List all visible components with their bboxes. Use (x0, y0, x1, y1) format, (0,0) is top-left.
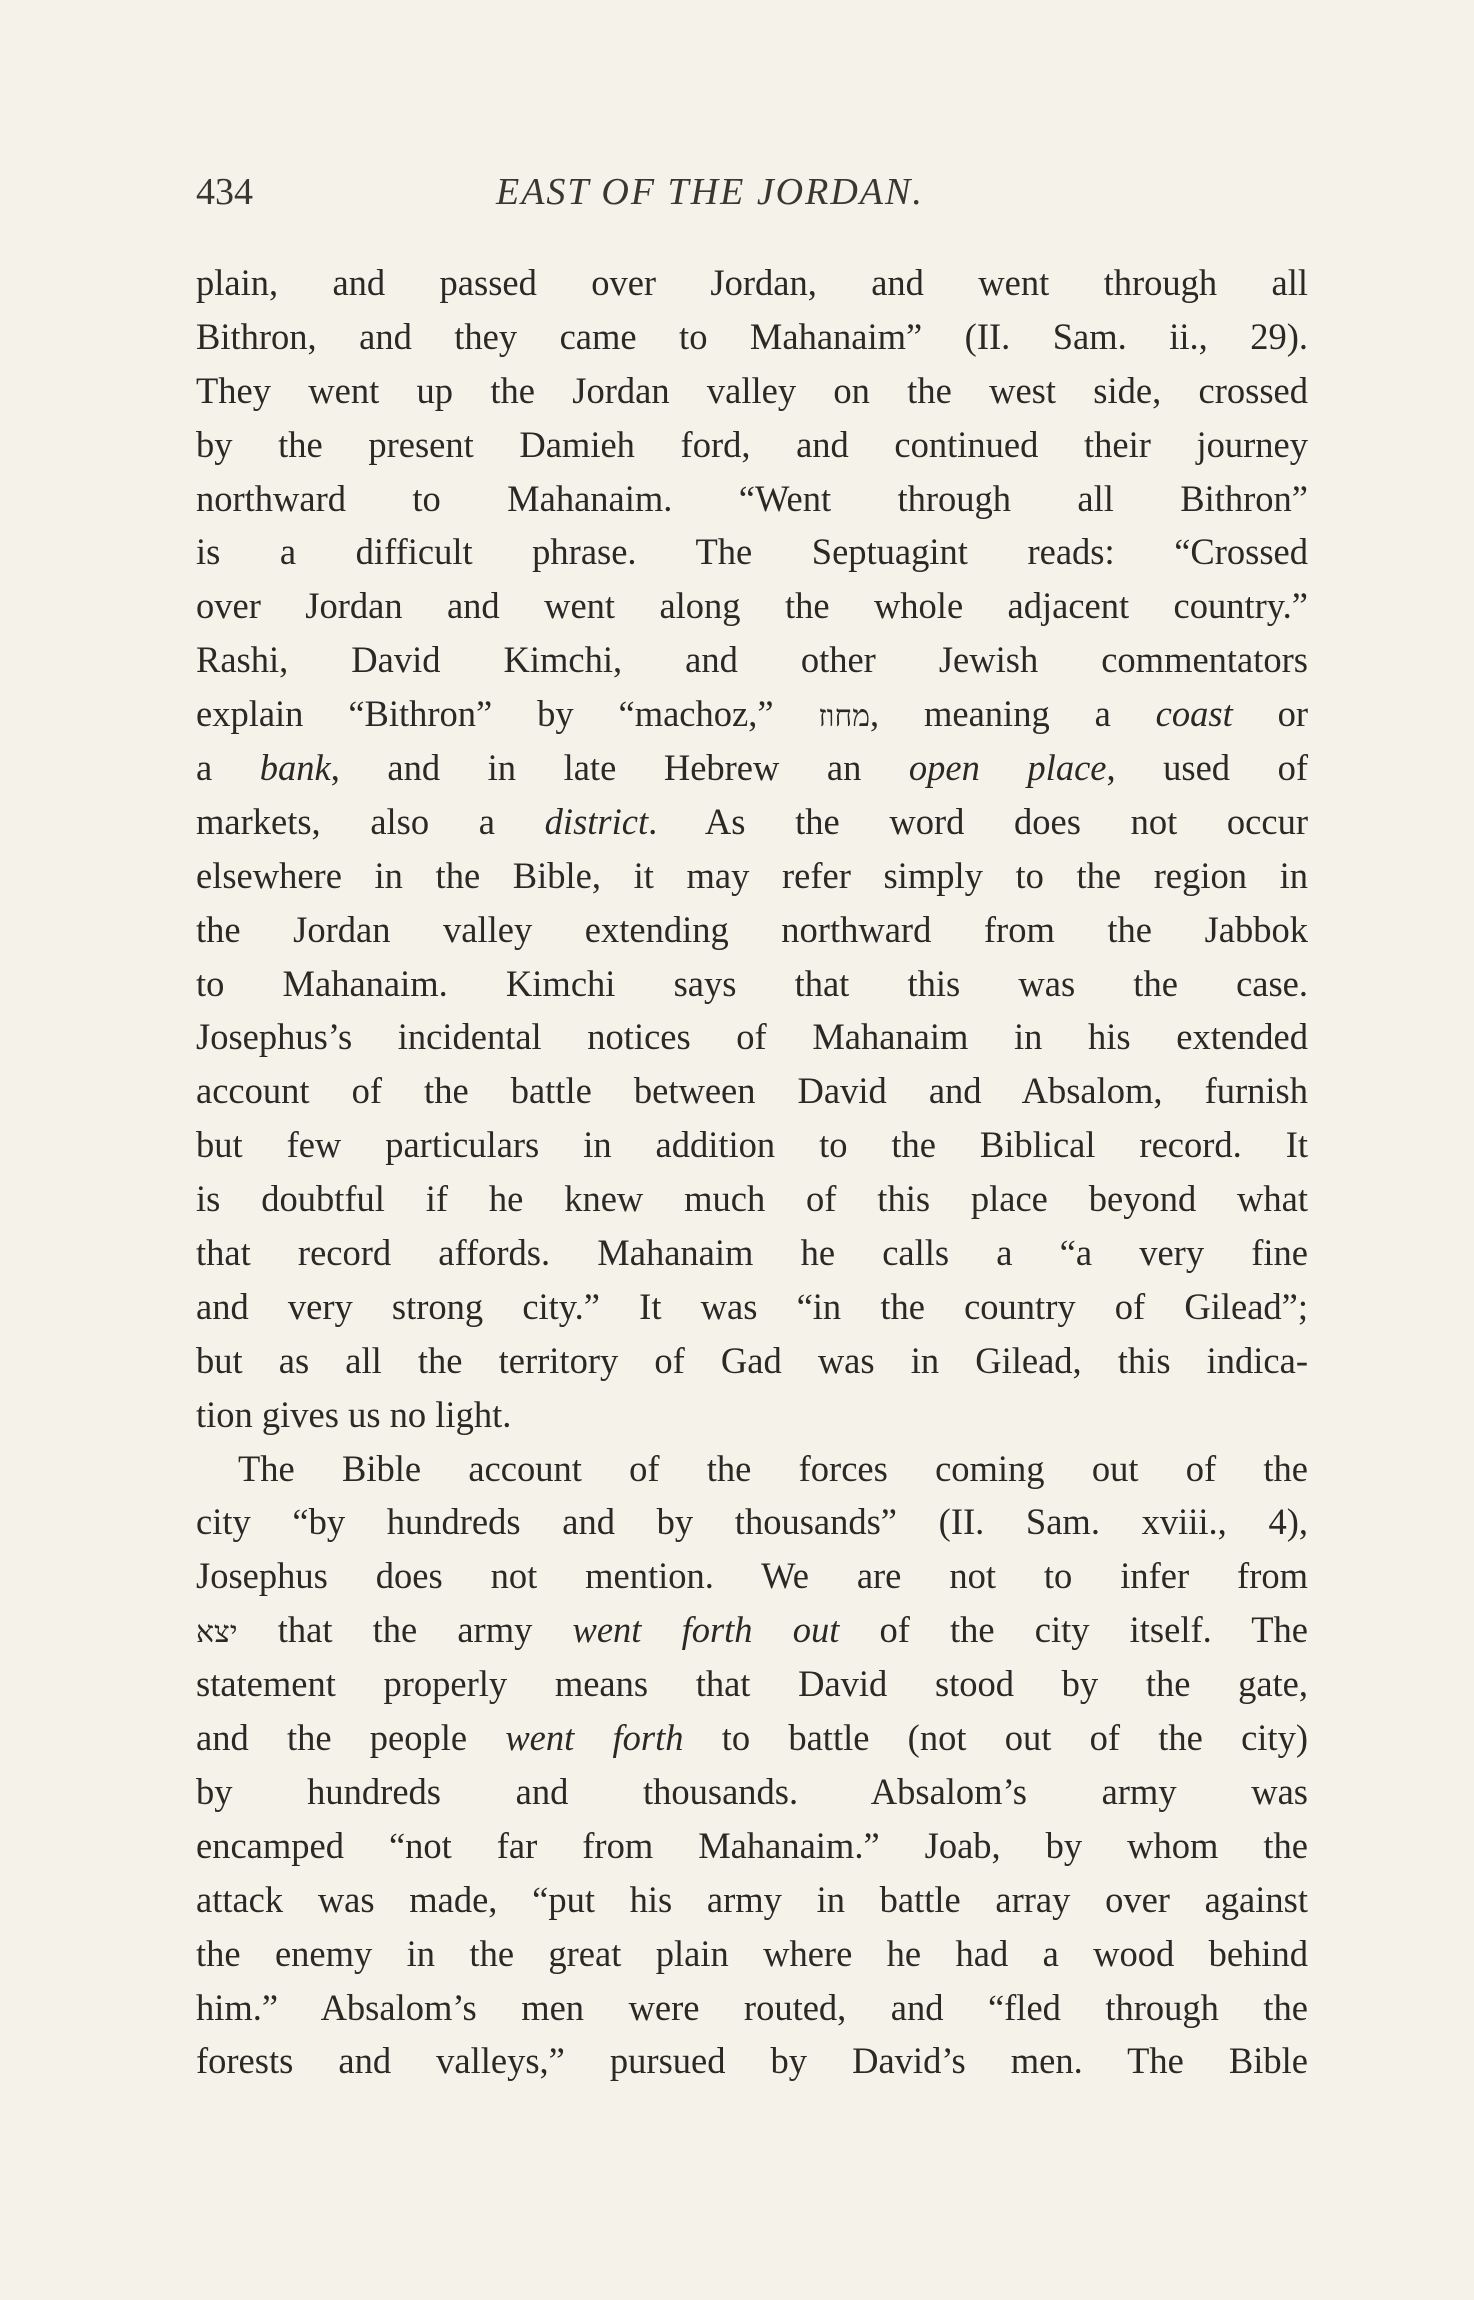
page-number: 434 (196, 171, 253, 213)
text-run: elsewhere in the Bible, it may refer simply to the region in (196, 854, 1308, 896)
text-run: , used of (1106, 747, 1309, 789)
body-text (196, 256, 1308, 2088)
text-line (196, 1172, 1308, 1226)
text-run: markets, also a (196, 800, 545, 842)
text-line (196, 2034, 1308, 2088)
text-run: by hundreds and thousands. Absalom’s army was (196, 1770, 1308, 1812)
text-run: that record affords. Mahanaim he calls a “a very fine (196, 1232, 1308, 1274)
text-run: but few particulars in addition to the Biblical record. It (196, 1124, 1308, 1166)
text-run: northward to Mahanaim. “Went through all Bithron” (196, 477, 1308, 519)
italic-text: bank (259, 747, 331, 789)
text-line (196, 741, 1308, 795)
italic-text: went forth out (572, 1609, 840, 1651)
text-run: or (1232, 693, 1309, 735)
text-run: is doubtful if he knew much of this place beyond what (196, 1178, 1308, 1220)
text-line (196, 418, 1308, 472)
italic-text: district (544, 800, 649, 842)
text-run: encamped “not far from Mahanaim.” Joab, by whom the (196, 1824, 1308, 1866)
text-run: , meaning a (870, 693, 1156, 735)
text-run: account of the battle between David and Absalom, furnish (196, 1070, 1308, 1112)
text-line (196, 1549, 1308, 1603)
text-line (196, 1118, 1308, 1172)
text-run: to Mahanaim. Kimchi says that this was the case. (196, 962, 1308, 1004)
text-line (196, 1765, 1308, 1819)
text-line (196, 957, 1308, 1011)
text-line (196, 472, 1308, 526)
text-run: the enemy in the great plain where he had a wood behind (196, 1932, 1308, 1974)
text-run: They went up the Jordan valley on the west side, crossed (196, 369, 1308, 411)
text-run: explain “Bithron” by “machoz,” (196, 693, 819, 735)
text-line (196, 1495, 1308, 1549)
text-line (196, 1280, 1308, 1334)
text-line (196, 364, 1308, 418)
text-run: Bithron, and they came to Mahanaim” (II. Sam. ii., 29). (196, 315, 1308, 357)
hebrew-word: מחוז (818, 699, 870, 735)
text-run: him.” Absalom’s men were routed, and “fled through the (196, 1986, 1308, 2028)
text-line (196, 1334, 1308, 1388)
text-run: attack was made, “put his army in battle array over against (196, 1878, 1308, 1920)
text-run: tion gives us no light. (196, 1393, 512, 1435)
text-run: . As the word does not occur (648, 800, 1308, 842)
text-run: city “by hundreds and by thousands” (II. Sam. xviii., 4), (196, 1501, 1308, 1543)
text-line (196, 795, 1308, 849)
text-line (196, 1711, 1308, 1765)
text-line (196, 1873, 1308, 1927)
italic-text: coast (1155, 693, 1233, 735)
text-line (196, 1603, 1308, 1657)
text-run: plain, and passed over Jordan, and went through all (196, 262, 1308, 303)
text-run: but as all the territory of Gad was in Gilead, this indica- (196, 1339, 1308, 1381)
text-run: and very strong city.” It was “in the country of Gilead”; (196, 1285, 1308, 1327)
text-line (196, 1819, 1308, 1873)
italic-text: open place (908, 747, 1107, 789)
text-run: the Jordan valley extending northward from the Jabbok (196, 908, 1308, 950)
text-run: by the present Damieh ford, and continued their journey (196, 423, 1308, 465)
italic-text: went forth (505, 1717, 684, 1759)
text-run: that the army (237, 1609, 573, 1651)
text-line (196, 1064, 1308, 1118)
text-line (196, 1981, 1308, 2035)
text-line (196, 579, 1308, 633)
text-line (196, 849, 1308, 903)
running-title: EAST OF THE JORDAN. (496, 171, 924, 213)
text-line (196, 633, 1308, 687)
text-run: The Bible account of the forces coming out of the (238, 1447, 1308, 1489)
text-run: a (196, 747, 260, 789)
text-line (196, 1388, 1308, 1442)
text-run: statement properly means that David stood by the gate, (196, 1663, 1308, 1705)
text-line (196, 525, 1308, 579)
text-run: Josephus’s incidental notices of Mahanaim in his extended (196, 1016, 1308, 1058)
text-run: and the people (196, 1717, 506, 1759)
running-head (196, 170, 1306, 230)
text-line (196, 1442, 1308, 1496)
text-line (196, 1010, 1308, 1064)
text-line (196, 687, 1308, 741)
text-line (196, 310, 1308, 364)
text-run: Josephus does not mention. We are not to infer from (196, 1555, 1308, 1597)
text-run: to battle (not out of the city) (683, 1717, 1308, 1759)
text-run: forests and valleys,” pursued by David’s men. The Bible (196, 2040, 1308, 2082)
text-run: , and in late Hebrew an (330, 747, 909, 789)
text-line (196, 1927, 1308, 1981)
text-run: Rashi, David Kimchi, and other Jewish commentators (196, 639, 1308, 681)
hebrew-word: יצא (196, 1615, 238, 1651)
text-line (196, 1657, 1308, 1711)
text-line (196, 1226, 1308, 1280)
text-line (196, 256, 1308, 310)
text-run: over Jordan and went along the whole adjacent country.” (196, 585, 1308, 627)
text-run: is a difficult phrase. The Septuagint reads: “Crossed (196, 531, 1308, 573)
text-line (196, 903, 1308, 957)
text-run: of the city itself. The (839, 1609, 1308, 1651)
